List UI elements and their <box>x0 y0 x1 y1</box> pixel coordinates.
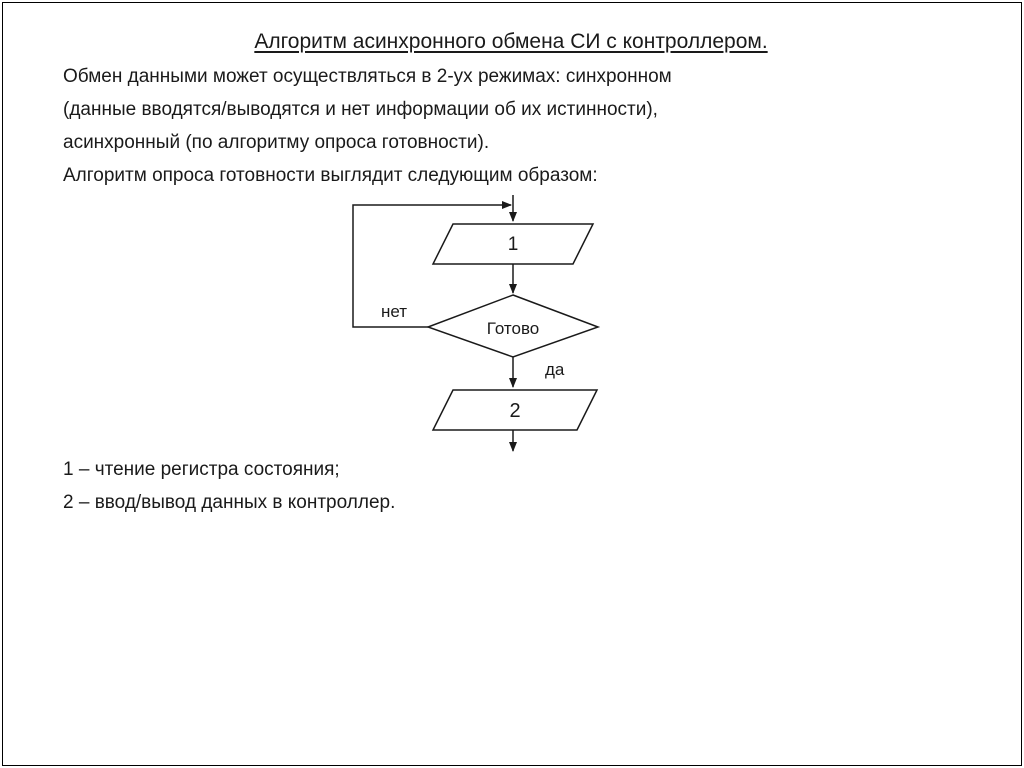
yes-label: да <box>545 360 565 379</box>
intro-line-2: (данные вводятся/выводятся и нет информации об их истинности), <box>63 99 658 120</box>
intro-line-1: Обмен данными может осуществляться в 2-ух режимах: синхронном <box>63 66 672 87</box>
step-2-label: 2 <box>509 400 521 422</box>
intro-line-3: асинхронный (по алгоритму опроса готовности). <box>63 132 490 153</box>
flowchart <box>3 3 1021 765</box>
slide-title: Алгоритм асинхронного обмена СИ с контроллером. <box>254 30 768 53</box>
no-label: нет <box>381 302 408 321</box>
legend-line-2: 2 – ввод/вывод данных в контроллер. <box>63 492 396 513</box>
legend-line-1: 1 – чтение регистра состояния; <box>63 459 340 480</box>
decision-label: Готово <box>486 319 540 338</box>
slide <box>2 2 1022 766</box>
intro-line-4: Алгоритм опроса готовности выглядит следующим образом: <box>63 165 598 186</box>
step-1-label: 1 <box>507 234 519 255</box>
